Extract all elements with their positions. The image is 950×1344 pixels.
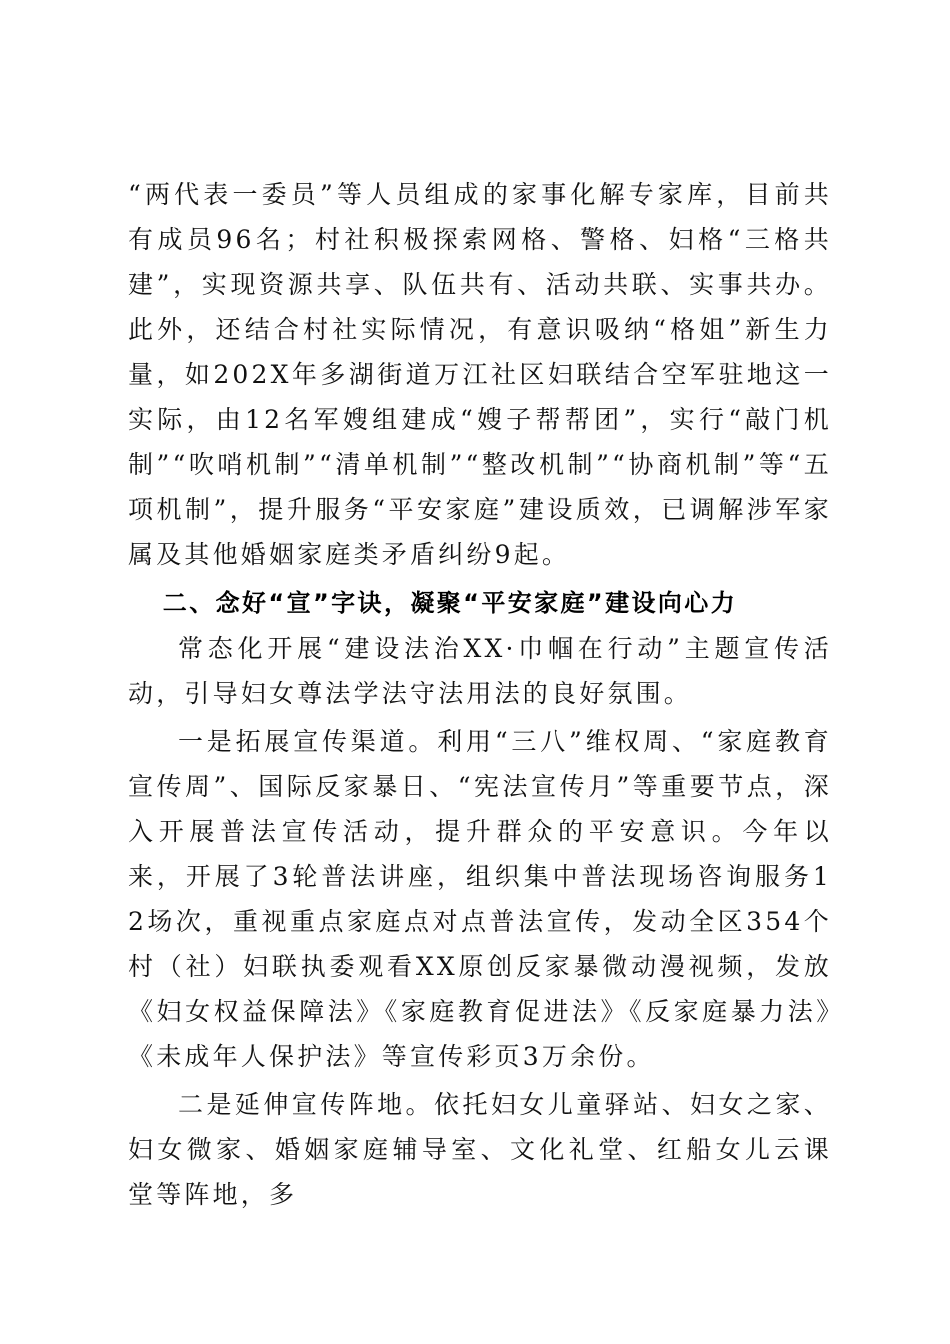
paragraph-continuation-expert-pool: “两代表一委员”等人员组成的家事化解专家库，目前共有成员96名；村社积极探索网格、警格、妇格“三格共建”，实现资源共享、队伍共有、活动共联、实事共办。此外，还结合村社实际情况，有意识吸纳“格姐”新生力量，如202X年多湖街道万江社区妇联结合空军驻地这一实际，由12名军嫂组建成“嫂子帮帮团”，实行“敲门机制”“吹哨机制”“清单机制”“整改机制”“协商机制”等“五项机制”，提升服务“平安家庭”建设质效，已调解涉军家属及其他婚姻家庭类矛盾纠纷9起。 <box>128 180 832 569</box>
section-heading-two: 二、念好“宣”字诀，凝聚“平安家庭”建设向心力 <box>162 589 738 617</box>
paragraph-section-intro: 常态化开展“建设法治XX·巾帼在行动”主题宣传活动，引导妇女尊法学法守法用法的良好氛围。 <box>128 634 832 708</box>
paragraph-extend-positions: 二是延伸宣传阵地。依托妇女儿童驿站、妇女之家、妇女微家、婚姻家庭辅导室、文化礼堂、红船女儿云课堂等阵地，多 <box>128 1090 832 1209</box>
paragraph-expand-channels: 一是拓展宣传渠道。利用“三八”维权周、“家庭教育宣传周”、国际反家暴日、“宪法宣传月”等重要节点，深入开展普法宣传活动，提升群众的平安意识。今年以来，开展了3轮普法讲座，组织集中普法现场咨询服务12场次，重视重点家庭点对点普法宣传，发动全区354个村（社）妇联执委观看XX原创反家暴微动漫视频，发放《妇女权益保障法》《家庭教育促进法》《反家庭暴力法》《未成年人保护法》等宣传彩页3万余份。 <box>128 727 832 1071</box>
document-page <box>128 172 832 1217</box>
